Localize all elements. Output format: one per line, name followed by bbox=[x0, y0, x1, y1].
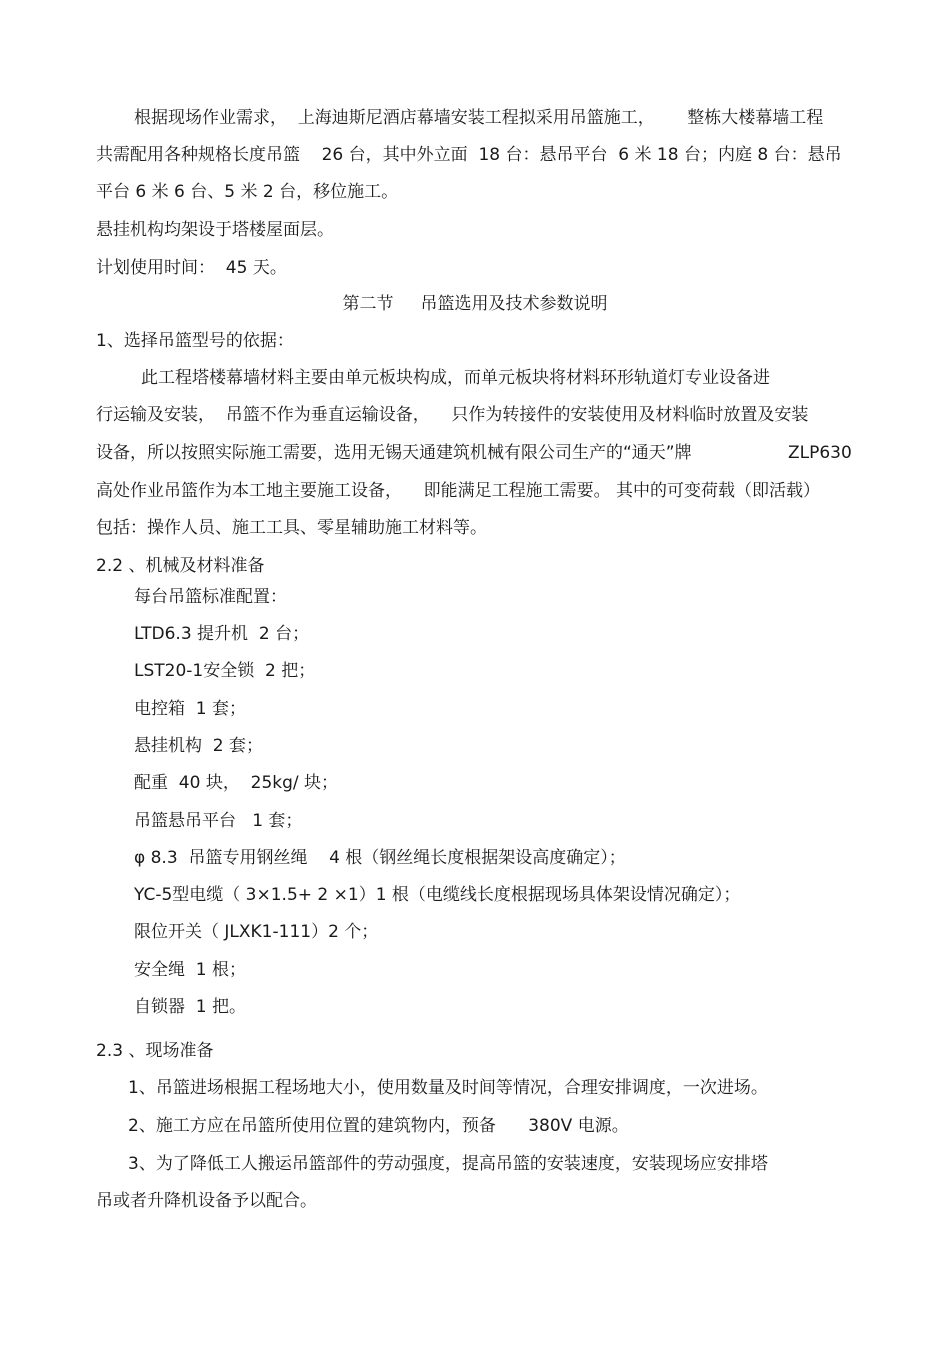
s22-item: LST20-1安全锁 2 把； bbox=[134, 661, 316, 681]
s23-heading: 2.3 、现场准备 bbox=[96, 1041, 214, 1061]
s22-item: 吊篮悬吊平台 1 套； bbox=[134, 811, 303, 831]
s1-line-3: 设备，所以按照实际施工需要，选用无锡天通建筑机械有限公司生产的“通天”牌 bbox=[96, 443, 692, 463]
intro-line-2: 共需配用各种规格长度吊篮 26 台，其中外立面 18 台：悬吊平台 6 米 18 台；内庭 8 台：悬吊 bbox=[96, 145, 842, 165]
s22-item: LTD6.3 提升机 2 台； bbox=[134, 624, 310, 644]
s1-line-1: 此工程塔楼幕墙材料主要由单元板块构成，而单元板块将材料环形轨道灯专业设备进 bbox=[141, 368, 770, 388]
s22-item: 自锁器 1 把。 bbox=[134, 997, 247, 1017]
intro-line-5: 计划使用时间： 45 天。 bbox=[96, 258, 287, 278]
intro-line-4: 悬挂机构均架设于塔楼屋面层。 bbox=[96, 220, 334, 240]
s22-item: 安全绳 1 根； bbox=[134, 960, 247, 980]
s1-model: ZLP630 bbox=[788, 443, 852, 463]
intro-line-1: 根据现场作业需求， 上海迪斯尼酒店幕墙安装工程拟采用吊篮施工， 整栋大楼幕墙工程 bbox=[134, 108, 824, 128]
s23-para-3: 3、为了降低工人搬运吊篮部件的劳动强度，提高吊篮的安装速度，安装现场应安排塔 bbox=[128, 1154, 768, 1174]
s23-para-1: 1、吊篮进场根据工程场地大小，使用数量及时间等情况，合理安排调度，一次进场。 bbox=[128, 1078, 768, 1098]
intro-line-3: 平台 6 米 6 台、5 米 2 台，移位施工。 bbox=[96, 182, 399, 202]
s23-para-2: 2、施工方应在吊篮所使用位置的建筑物内，预备 380V 电源。 bbox=[128, 1116, 629, 1136]
section-title: 第二节 吊篮选用及技术参数说明 bbox=[342, 294, 608, 314]
s22-item: 电控箱 1 套； bbox=[134, 699, 247, 719]
s22-item: φ 8.3 吊篮专用钢丝绳 4 根（钢丝绳长度根据架设高度确定）； bbox=[134, 848, 626, 868]
s22-item: 悬挂机构 2 套； bbox=[134, 736, 264, 756]
s1-line-2: 行运输及安装， 吊篮不作为垂直运输设备， 只作为转接件的安装使用及材料临时放置及安装 bbox=[96, 405, 809, 425]
s22-item: 限位开关（ JLXK1-111）2 个； bbox=[134, 922, 379, 942]
s22-item: YC-5型电缆（ 3×1.5+ 2 ×1）1 根（电缆线长度根据现场具体架设情况确定）； bbox=[134, 885, 741, 905]
s22-heading: 2.2 、机械及材料准备 bbox=[96, 556, 265, 576]
s22-item: 每台吊篮标准配置： bbox=[134, 587, 287, 607]
s1-line-4: 高处作业吊篮作为本工地主要施工设备， 即能满足工程施工需要。 其中的可变荷载（即活载） bbox=[96, 481, 821, 501]
s22-item: 配重 40 块， 25kg/ 块； bbox=[134, 773, 339, 793]
s1-heading: 1、选择吊篮型号的依据： bbox=[96, 331, 294, 351]
s1-line-5: 包括：操作人员、施工工具、零星辅助施工材料等。 bbox=[96, 518, 487, 538]
s23-para-3-cont: 吊或者升降机设备予以配合。 bbox=[96, 1191, 317, 1211]
